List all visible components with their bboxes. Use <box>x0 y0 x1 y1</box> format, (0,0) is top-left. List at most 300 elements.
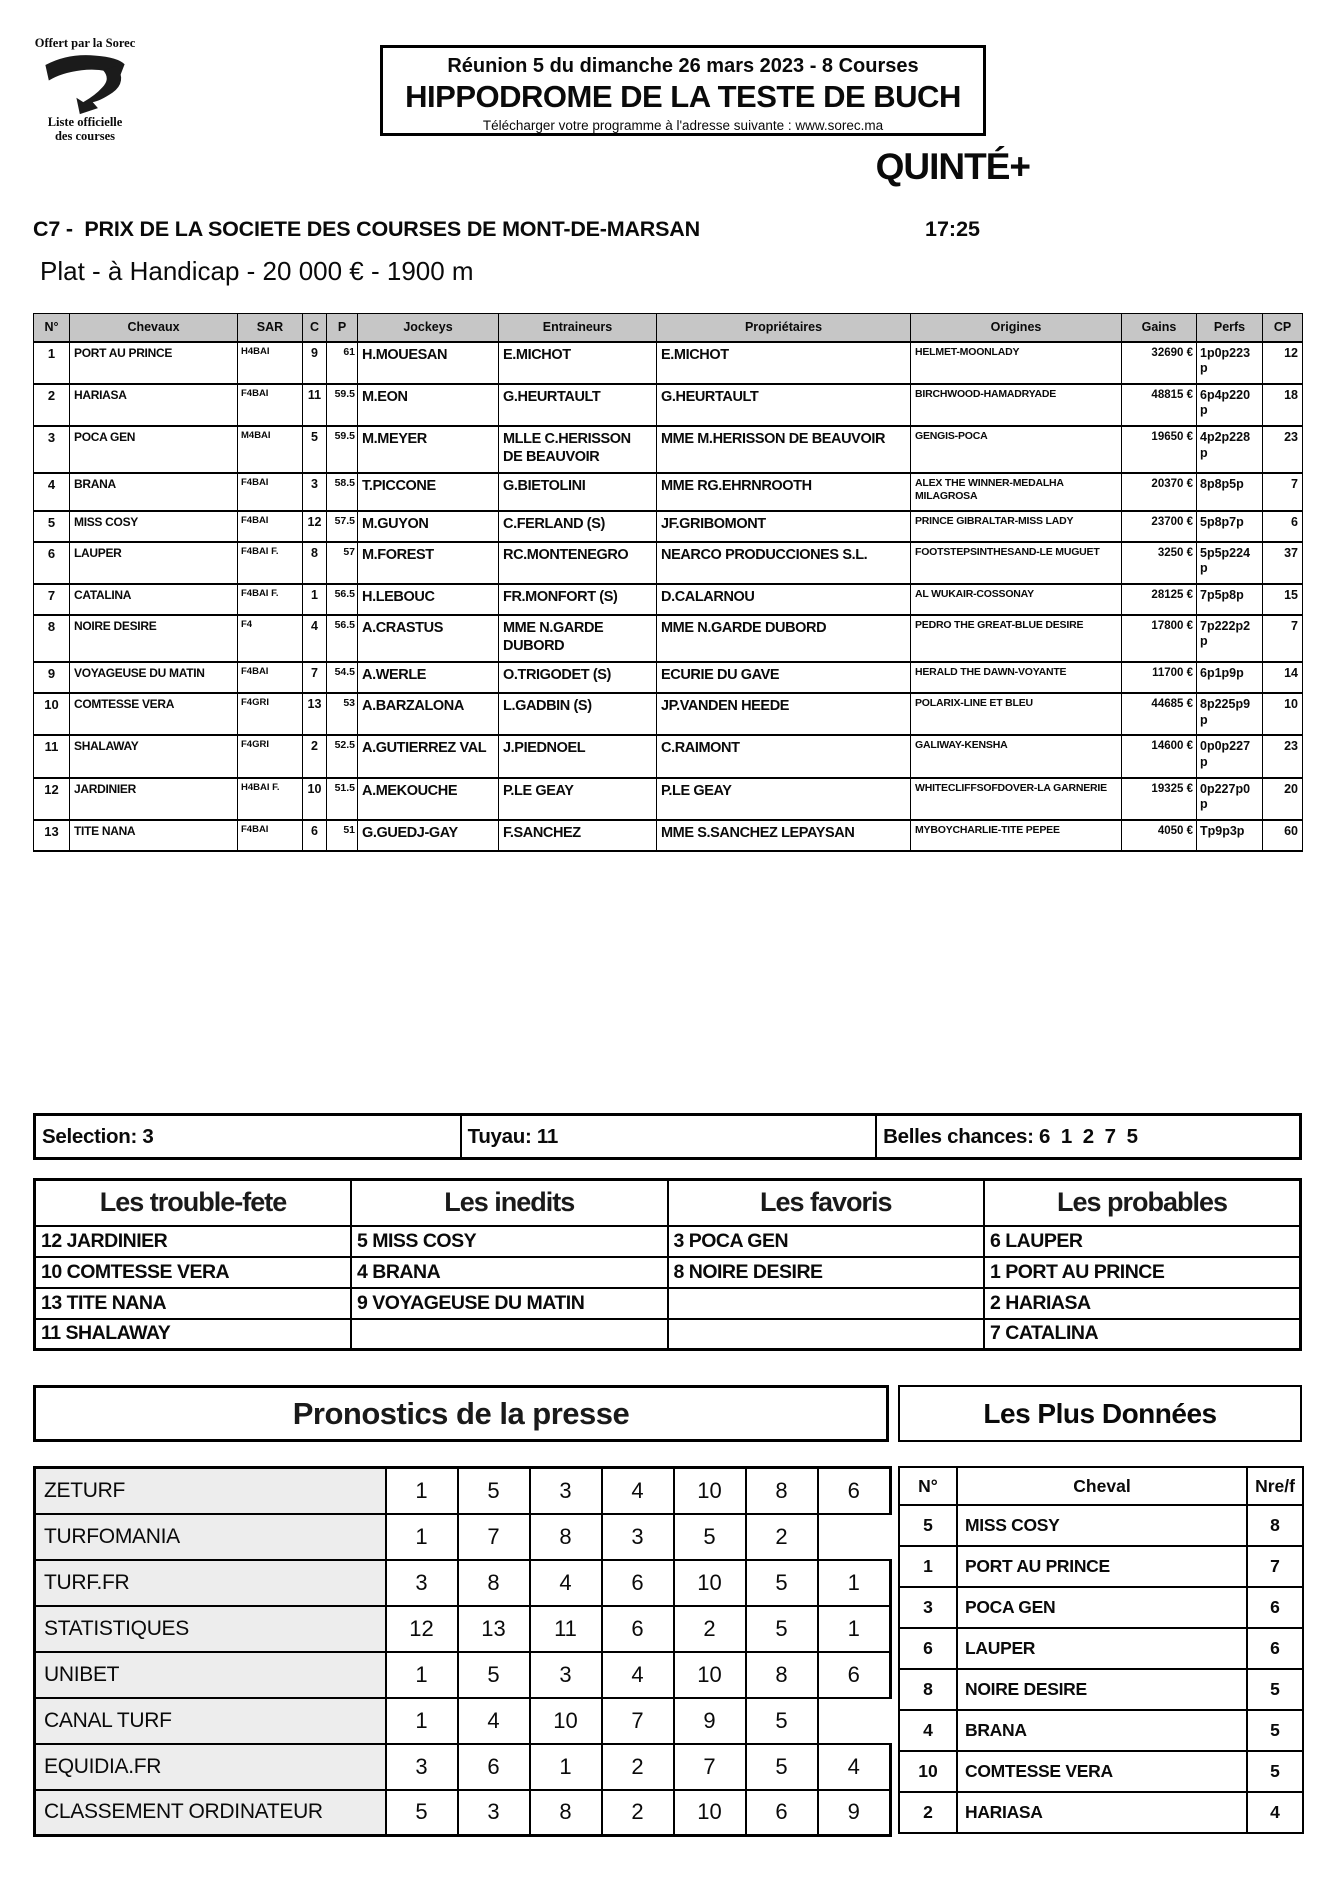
press-pick-4: 2 <box>602 1790 674 1836</box>
press-source: TURFOMANIA <box>35 1514 386 1560</box>
runner-sar: H4BAI F. <box>238 778 303 820</box>
press-pick-2: 8 <box>458 1560 530 1606</box>
runner-perfs: 5p5p224p <box>1197 542 1263 584</box>
runner-perfs: 5p8p7p <box>1197 511 1263 542</box>
press-pick-2: 5 <box>458 1468 530 1514</box>
runner-jockey: H.LEBOUC <box>358 584 499 615</box>
runner-horse-name: POCA GEN <box>70 426 238 473</box>
category-header-trouble-fete: Les trouble-fete <box>35 1180 352 1226</box>
press-pick-5: 10 <box>674 1468 746 1514</box>
runner-draw: 7 <box>303 662 327 693</box>
category-cell-probables: 7 CATALINA <box>984 1319 1301 1350</box>
quinte-plus-label: QUINTÉ+ <box>875 146 1030 187</box>
runner-draw: 8 <box>303 542 327 584</box>
runner-cp: 7 <box>1263 615 1303 662</box>
plus-horse-count: 6 <box>1247 1628 1303 1669</box>
plus-donnees-header <box>899 1467 1303 1505</box>
runner-gains: 11700 € <box>1122 662 1197 693</box>
press-pick-5: 2 <box>674 1606 746 1652</box>
runner-jockey: A.WERLE <box>358 662 499 693</box>
runner-trainer: MLLE C.HERISSON DE BEAUVOIR <box>499 426 657 473</box>
runner-cp: 18 <box>1263 384 1303 426</box>
runner-draw: 12 <box>303 511 327 542</box>
plus-donnees-row <box>899 1628 1303 1669</box>
runner-cp: 7 <box>1263 473 1303 510</box>
col-header-sar: SAR <box>238 314 303 342</box>
runner-draw: 6 <box>303 820 327 851</box>
runner-cp: 14 <box>1263 662 1303 693</box>
runner-perfs: 1p0p223p <box>1197 342 1263 384</box>
runner-draw: 3 <box>303 473 327 510</box>
category-cell-inedits: 5 MISS COSY <box>351 1226 668 1257</box>
runner-trainer: L.GADBIN (S) <box>499 693 657 735</box>
plus-horse-number: 3 <box>899 1587 957 1628</box>
plus-donnees-header-row <box>899 1467 1303 1505</box>
col-header-proprietaires: Propriétaires <box>657 314 911 342</box>
runner-trainer: P.LE GEAY <box>499 778 657 820</box>
runner-gains: 14600 € <box>1122 735 1197 777</box>
runner-jockey: M.GUYON <box>358 511 499 542</box>
download-note: Télécharger votre programme à l'adresse suivante : www.sorec.ma <box>482 118 884 133</box>
plus-horse-count: 8 <box>1247 1505 1303 1546</box>
runner-horse-name: SHALAWAY <box>70 735 238 777</box>
press-pick-2: 6 <box>458 1744 530 1790</box>
runner-perfs: Tp9p3p <box>1197 820 1263 851</box>
press-pick-6: 5 <box>746 1560 818 1606</box>
plus-horse-name: BRANA <box>957 1710 1247 1751</box>
runner-perfs: 8p225p9p <box>1197 693 1263 735</box>
press-pick-7: 9 <box>818 1790 891 1836</box>
runner-origins: HELMET-MOONLADY <box>911 342 1122 384</box>
runner-jockey: H.MOUESAN <box>358 342 499 384</box>
belles-chances-value: Belles chances: 6 1 2 7 5 <box>883 1124 1138 1148</box>
runners-table-header <box>34 314 1303 342</box>
runner-sar: F4BAI <box>238 384 303 426</box>
runner-jockey: M.MEYER <box>358 426 499 473</box>
runners-table-body <box>34 342 1303 851</box>
press-pick-5: 7 <box>674 1744 746 1790</box>
plus-donnees-row <box>899 1710 1303 1751</box>
press-pick-4: 3 <box>602 1514 674 1560</box>
plus-horse-name: LAUPER <box>957 1628 1247 1669</box>
runner-owner: MME RG.EHRNROOTH <box>657 473 911 510</box>
runner-origins: BIRCHWOOD-HAMADRYADE <box>911 384 1122 426</box>
plus-horse-number: 1 <box>899 1546 957 1587</box>
runner-row <box>34 820 1303 851</box>
runner-origins: WHITECLIFFSOFDOVER-LA GARNERIE <box>911 778 1122 820</box>
runner-perfs: 7p222p2p <box>1197 615 1263 662</box>
press-pick-2: 4 <box>458 1698 530 1744</box>
runner-trainer: FR.MONFORT (S) <box>499 584 657 615</box>
runner-owner: C.RAIMONT <box>657 735 911 777</box>
press-source: EQUIDIA.FR <box>35 1744 386 1790</box>
runner-sar: F4BAI <box>238 662 303 693</box>
press-pick-7: 1 <box>818 1560 891 1606</box>
runner-draw: 10 <box>303 778 327 820</box>
runner-horse-name: CATALINA <box>70 584 238 615</box>
press-pick-3: 1 <box>530 1744 602 1790</box>
category-cell-probables: 1 PORT AU PRINCE <box>984 1257 1301 1288</box>
runner-number: 9 <box>34 662 70 693</box>
runner-sar: F4GRI <box>238 693 303 735</box>
runner-gains: 17800 € <box>1122 615 1197 662</box>
runner-owner: JP.VANDEN HEEDE <box>657 693 911 735</box>
runner-sar: F4 <box>238 615 303 662</box>
runner-trainer: F.SANCHEZ <box>499 820 657 851</box>
press-row <box>35 1468 891 1514</box>
runner-gains: 28125 € <box>1122 584 1197 615</box>
runner-row <box>34 473 1303 510</box>
press-pick-1: 12 <box>386 1606 458 1652</box>
category-cell-inedits: 4 BRANA <box>351 1257 668 1288</box>
runner-cp: 37 <box>1263 542 1303 584</box>
runner-number: 6 <box>34 542 70 584</box>
runner-row <box>34 662 1303 693</box>
col-header-gains: Gains <box>1122 314 1197 342</box>
col-header-perfs: Perfs <box>1197 314 1263 342</box>
col-header-origines: Origines <box>911 314 1122 342</box>
runner-number: 1 <box>34 342 70 384</box>
plus-horse-number: 2 <box>899 1792 957 1833</box>
runner-gains: 20370 € <box>1122 473 1197 510</box>
press-pick-6: 5 <box>746 1606 818 1652</box>
press-pick-3: 3 <box>530 1468 602 1514</box>
press-row <box>35 1606 891 1652</box>
runner-number: 2 <box>34 384 70 426</box>
press-pick-7: 6 <box>818 1652 891 1698</box>
selection-value: Selection: 3 <box>36 1116 462 1157</box>
runner-owner: ECURIE DU GAVE <box>657 662 911 693</box>
runner-horse-name: JARDINIER <box>70 778 238 820</box>
runner-row <box>34 542 1303 584</box>
runner-cp: 10 <box>1263 693 1303 735</box>
runner-trainer: G.BIETOLINI <box>499 473 657 510</box>
runner-origins: GALIWAY-KENSHA <box>911 735 1122 777</box>
runner-perfs: 6p4p220p <box>1197 384 1263 426</box>
press-pick-3: 8 <box>530 1514 602 1560</box>
runner-weight: 57.5 <box>327 511 358 542</box>
runner-cp: 6 <box>1263 511 1303 542</box>
plus-header-n: N° <box>899 1467 957 1505</box>
press-pick-3: 3 <box>530 1652 602 1698</box>
press-pick-6: 5 <box>746 1744 818 1790</box>
runner-gains: 23700 € <box>1122 511 1197 542</box>
race-time: 17:25 <box>925 217 980 241</box>
plus-horse-name: NOIRE DESIRE <box>957 1669 1247 1710</box>
logo-caption-line1: Liste officielle <box>47 115 123 129</box>
press-row <box>35 1652 891 1698</box>
press-source: CANAL TURF <box>35 1698 386 1744</box>
runner-row <box>34 693 1303 735</box>
press-pick-2: 3 <box>458 1790 530 1836</box>
runner-row <box>34 511 1303 542</box>
plus-horse-name: COMTESSE VERA <box>957 1751 1247 1792</box>
plus-horse-count: 4 <box>1247 1792 1303 1833</box>
runner-sar: H4BAI <box>238 342 303 384</box>
hippodrome-title: HIPPODROME DE LA TESTE DE BUCH <box>405 79 961 114</box>
plus-header-cheval: Cheval <box>957 1467 1247 1505</box>
race-conditions: Plat - à Handicap - 20 000 € - 1900 m <box>40 256 474 286</box>
runner-origins: PRINCE GIBRALTAR-MISS LADY <box>911 511 1122 542</box>
plus-horse-count: 6 <box>1247 1587 1303 1628</box>
press-pick-4: 4 <box>602 1652 674 1698</box>
col-header-c: C <box>303 314 327 342</box>
plus-horse-count: 7 <box>1247 1546 1303 1587</box>
press-pick-5: 9 <box>674 1698 746 1744</box>
category-cell-trouble-fete: 12 JARDINIER <box>35 1226 352 1257</box>
runner-origins: FOOTSTEPSINTHESAND-LE MUGUET <box>911 542 1122 584</box>
logo-caption-top: Offert par la Sorec <box>34 36 136 50</box>
meeting-header-box <box>380 45 986 136</box>
press-pick-5: 10 <box>674 1652 746 1698</box>
categories-header <box>35 1180 1301 1226</box>
categories-table <box>33 1178 1302 1351</box>
plus-horse-number: 10 <box>899 1751 957 1792</box>
runner-origins: GENGIS-POCA <box>911 426 1122 473</box>
runners-header-row <box>34 314 1303 342</box>
plus-horse-count: 5 <box>1247 1751 1303 1792</box>
col-header-entraineurs: Entraineurs <box>499 314 657 342</box>
category-cell-favoris: 3 POCA GEN <box>668 1226 985 1257</box>
runner-perfs: 7p5p8p <box>1197 584 1263 615</box>
plus-horse-name: POCA GEN <box>957 1587 1247 1628</box>
runner-perfs: 4p2p228p <box>1197 426 1263 473</box>
runner-origins: POLARIX-LINE ET BLEU <box>911 693 1122 735</box>
plus-donnees-title: Les Plus Données <box>983 1397 1217 1429</box>
runner-gains: 44685 € <box>1122 693 1197 735</box>
logo-caption-line2: des courses <box>54 129 116 144</box>
runner-gains: 3250 € <box>1122 542 1197 584</box>
press-pick-7: 6 <box>818 1468 891 1514</box>
categories-body <box>35 1226 1301 1350</box>
runner-number: 13 <box>34 820 70 851</box>
category-header-probables: Les probables <box>984 1180 1301 1226</box>
press-row <box>35 1744 891 1790</box>
press-title-box <box>33 1385 889 1442</box>
press-pick-7 <box>818 1698 891 1744</box>
runner-sar: F4BAI <box>238 511 303 542</box>
runner-row <box>34 342 1303 384</box>
col-header-chevaux: Chevaux <box>70 314 238 342</box>
runner-draw: 9 <box>303 342 327 384</box>
press-pick-1: 5 <box>386 1790 458 1836</box>
press-pick-3: 10 <box>530 1698 602 1744</box>
press-pick-5: 10 <box>674 1560 746 1606</box>
press-pick-4: 4 <box>602 1468 674 1514</box>
press-pick-3: 4 <box>530 1560 602 1606</box>
plus-horse-number: 8 <box>899 1669 957 1710</box>
press-pick-4: 2 <box>602 1744 674 1790</box>
category-cell-trouble-fete: 11 SHALAWAY <box>35 1319 352 1350</box>
runner-perfs: 6p1p9p <box>1197 662 1263 693</box>
press-table <box>33 1466 892 1837</box>
runner-origins: ALEX THE WINNER-MEDALHA MILAGROSA <box>911 473 1122 510</box>
press-pick-2: 5 <box>458 1652 530 1698</box>
press-pick-1: 1 <box>386 1514 458 1560</box>
category-cell-trouble-fete: 13 TITE NANA <box>35 1288 352 1319</box>
press-pick-1: 1 <box>386 1468 458 1514</box>
press-pick-6: 6 <box>746 1790 818 1836</box>
runner-gains: 32690 € <box>1122 342 1197 384</box>
runner-origins: MYBOYCHARLIE-TITE PEPEE <box>911 820 1122 851</box>
runner-number: 8 <box>34 615 70 662</box>
runner-weight: 51.5 <box>327 778 358 820</box>
press-pick-6: 8 <box>746 1652 818 1698</box>
plus-donnees-row <box>899 1587 1303 1628</box>
runner-trainer: C.FERLAND (S) <box>499 511 657 542</box>
runner-number: 5 <box>34 511 70 542</box>
runner-horse-name: LAUPER <box>70 542 238 584</box>
category-cell-favoris <box>668 1319 985 1350</box>
runner-owner: NEARCO PRODUCCIONES S.L. <box>657 542 911 584</box>
category-cell-probables: 6 LAUPER <box>984 1226 1301 1257</box>
runner-draw: 13 <box>303 693 327 735</box>
runner-jockey: A.GUTIERREZ VAL <box>358 735 499 777</box>
runner-draw: 4 <box>303 615 327 662</box>
runner-number: 12 <box>34 778 70 820</box>
runner-weight: 56.5 <box>327 584 358 615</box>
category-row <box>35 1288 1301 1319</box>
press-pick-7: 4 <box>818 1744 891 1790</box>
category-cell-favoris <box>668 1288 985 1319</box>
category-row <box>35 1257 1301 1288</box>
press-pick-4: 6 <box>602 1560 674 1606</box>
press-pick-4: 6 <box>602 1606 674 1652</box>
runner-sar: F4BAI <box>238 473 303 510</box>
runner-sar: F4BAI F. <box>238 542 303 584</box>
runner-weight: 51 <box>327 820 358 851</box>
press-row <box>35 1560 891 1606</box>
press-source: UNIBET <box>35 1652 386 1698</box>
runner-owner: D.CALARNOU <box>657 584 911 615</box>
runner-row <box>34 426 1303 473</box>
plus-horse-number: 4 <box>899 1710 957 1751</box>
runner-horse-name: BRANA <box>70 473 238 510</box>
runner-horse-name: PORT AU PRINCE <box>70 342 238 384</box>
runner-cp: 12 <box>1263 342 1303 384</box>
runner-owner: MME S.SANCHEZ LEPAYSAN <box>657 820 911 851</box>
plus-donnees-row <box>899 1792 1303 1833</box>
runner-trainer: MME N.GARDE DUBORD <box>499 615 657 662</box>
plus-horse-number: 5 <box>899 1505 957 1546</box>
press-pick-6: 8 <box>746 1468 818 1514</box>
press-source: CLASSEMENT ORDINATEUR <box>35 1790 386 1836</box>
plus-horse-name: HARIASA <box>957 1792 1247 1833</box>
runner-origins: AL WUKAIR-COSSONAY <box>911 584 1122 615</box>
runner-cp: 23 <box>1263 735 1303 777</box>
runner-sar: F4GRI <box>238 735 303 777</box>
press-row <box>35 1790 891 1836</box>
category-cell-trouble-fete: 10 COMTESSE VERA <box>35 1257 352 1288</box>
press-pick-3: 8 <box>530 1790 602 1836</box>
press-table-body <box>35 1468 891 1836</box>
tuyau-value: Tuyau: 11 <box>462 1116 878 1157</box>
runner-cp: 15 <box>1263 584 1303 615</box>
press-pick-1: 1 <box>386 1698 458 1744</box>
runner-origins: HERALD THE DAWN-VOYANTE <box>911 662 1122 693</box>
press-pick-5: 5 <box>674 1514 746 1560</box>
press-pick-5: 10 <box>674 1790 746 1836</box>
press-pick-6: 5 <box>746 1698 818 1744</box>
runner-jockey: G.GUEDJ-GAY <box>358 820 499 851</box>
runner-number: 11 <box>34 735 70 777</box>
race-title: C7 - PRIX DE LA SOCIETE DES COURSES DE MONT-DE-MARSAN <box>33 217 700 241</box>
plus-donnees-row <box>899 1505 1303 1546</box>
col-header-jockeys: Jockeys <box>358 314 499 342</box>
runner-owner: G.HEURTAULT <box>657 384 911 426</box>
meeting-title: Réunion 5 du dimanche 26 mars 2023 - 8 Courses <box>447 55 919 77</box>
runner-cp: 20 <box>1263 778 1303 820</box>
runner-sar: F4BAI <box>238 820 303 851</box>
col-header-p: P <box>327 314 358 342</box>
runner-weight: 61 <box>327 342 358 384</box>
category-header-inedits: Les inedits <box>351 1180 668 1226</box>
runner-gains: 19650 € <box>1122 426 1197 473</box>
plus-donnees-table <box>898 1466 1304 1834</box>
runner-weight: 57 <box>327 542 358 584</box>
runner-weight: 59.5 <box>327 426 358 473</box>
runner-jockey: M.FOREST <box>358 542 499 584</box>
press-row <box>35 1514 891 1560</box>
runner-weight: 54.5 <box>327 662 358 693</box>
runner-trainer: J.PIEDNOEL <box>499 735 657 777</box>
plus-donnees-row <box>899 1669 1303 1710</box>
runner-horse-name: NOIRE DESIRE <box>70 615 238 662</box>
plus-horse-name: PORT AU PRINCE <box>957 1546 1247 1587</box>
plus-horse-count: 5 <box>1247 1669 1303 1710</box>
plus-donnees-title-box <box>898 1385 1302 1442</box>
plus-donnees-row <box>899 1546 1303 1587</box>
runner-weight: 52.5 <box>327 735 358 777</box>
runner-trainer: G.HEURTAULT <box>499 384 657 426</box>
runner-horse-name: TITE NANA <box>70 820 238 851</box>
plus-donnees-row <box>899 1751 1303 1792</box>
press-title: Pronostics de la presse <box>292 1395 630 1431</box>
press-pick-3: 11 <box>530 1606 602 1652</box>
runner-trainer: E.MICHOT <box>499 342 657 384</box>
category-cell-inedits <box>351 1319 668 1350</box>
runner-jockey: A.CRASTUS <box>358 615 499 662</box>
press-row <box>35 1698 891 1744</box>
press-pick-7 <box>818 1514 891 1560</box>
runner-horse-name: HARIASA <box>70 384 238 426</box>
plus-donnees-body <box>899 1505 1303 1833</box>
runner-weight: 56.5 <box>327 615 358 662</box>
runner-number: 10 <box>34 693 70 735</box>
runner-weight: 53 <box>327 693 358 735</box>
runner-perfs: 0p227p0p <box>1197 778 1263 820</box>
press-source: TURF.FR <box>35 1560 386 1606</box>
runner-gains: 19325 € <box>1122 778 1197 820</box>
category-header-favoris: Les favoris <box>668 1180 985 1226</box>
runner-jockey: T.PICCONE <box>358 473 499 510</box>
runner-gains: 4050 € <box>1122 820 1197 851</box>
runner-cp: 23 <box>1263 426 1303 473</box>
plus-horse-number: 6 <box>899 1628 957 1669</box>
category-row <box>35 1319 1301 1350</box>
logo-caption-bottom <box>20 115 150 144</box>
category-row <box>35 1226 1301 1257</box>
press-pick-6: 2 <box>746 1514 818 1560</box>
plus-header-nref: Nre/f <box>1247 1467 1303 1505</box>
col-header-cp: CP <box>1263 314 1303 342</box>
col-header-n: N° <box>34 314 70 342</box>
runner-row <box>34 584 1303 615</box>
runner-weight: 58.5 <box>327 473 358 510</box>
category-cell-inedits: 9 VOYAGEUSE DU MATIN <box>351 1288 668 1319</box>
runner-number: 3 <box>34 426 70 473</box>
press-pick-1: 1 <box>386 1652 458 1698</box>
